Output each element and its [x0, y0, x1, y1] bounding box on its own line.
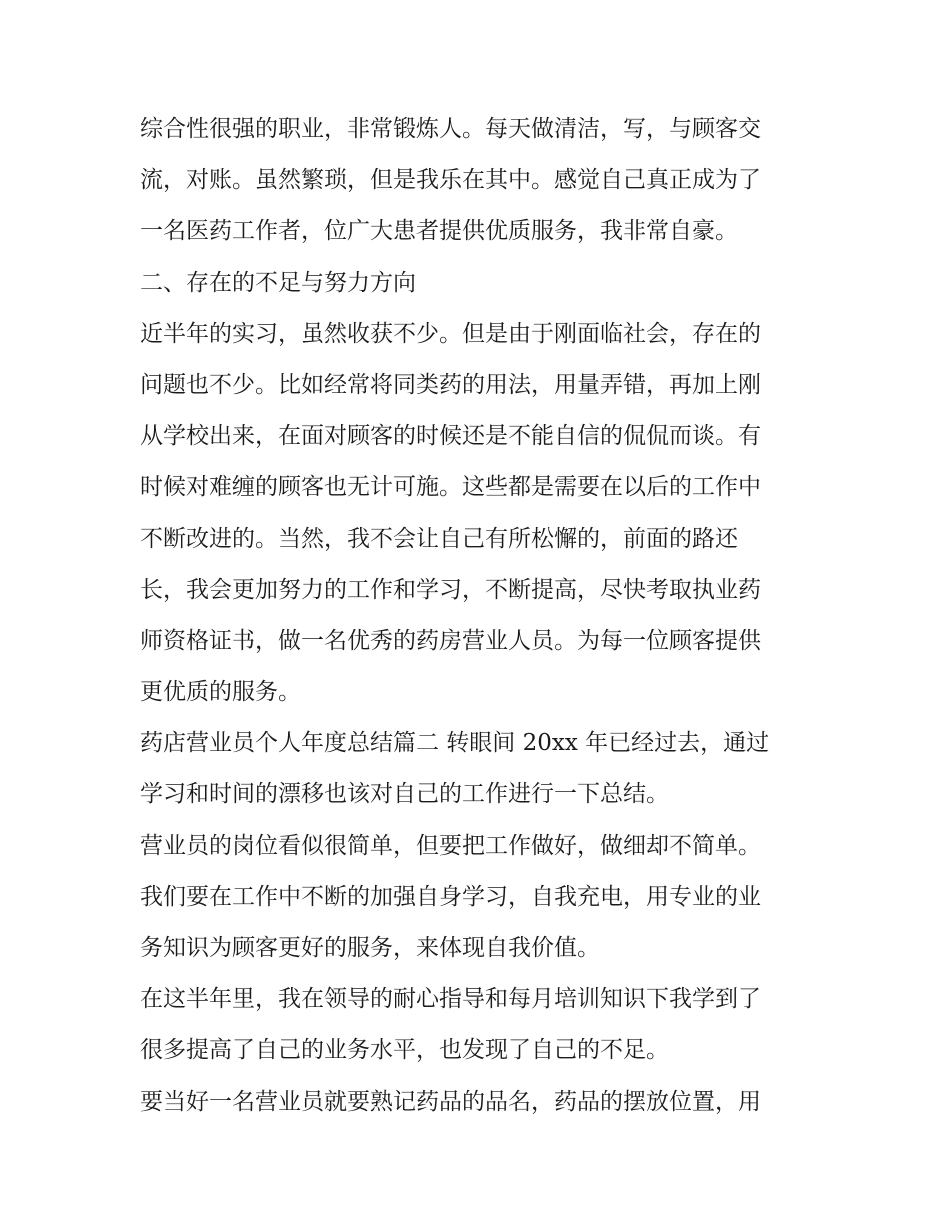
- text-line: 时候对难缠的顾客也无计可施。这些都是需要在以后的工作中: [140, 474, 761, 501]
- text-line: 务知识为顾客更好的服务，来体现自我价值。: [140, 935, 600, 961]
- text-line: 营业员的岗位看似很简单，但要把工作做好，做细却不简单。: [140, 832, 761, 859]
- text-line: 要当好一名营业员就要熟记药品的品名，药品的摆放位置，用: [140, 1088, 761, 1115]
- text-line: 很多提高了自己的业务水平，也发现了自己的不足。: [140, 1037, 669, 1064]
- text-line: 药店营业员个人年度总结篇二 转眼间 20xx 年已经过去，通过: [140, 730, 770, 757]
- text-line: 流，对账。虽然繁琐，但是我乐在其中。感觉自己真正成为了: [140, 167, 761, 194]
- text-line: 更优质的服务。: [140, 679, 301, 706]
- text-line: 综合性很强的职业，非常锻炼人。每天做清洁，写，与顾客交: [140, 116, 761, 142]
- document-body: [140, 104, 820, 1128]
- text-line: 长，我会更加努力的工作和学习，不断提高，尽快考取执业药: [140, 576, 761, 603]
- text-line: 近半年的实习，虽然收获不少。但是由于刚面临社会，存在的: [140, 320, 761, 347]
- text-line: 学习和时间的漂移也该对自己的工作进行一下总结。: [140, 781, 669, 808]
- text-line: 从学校出来，在面对顾客的时候还是不能自信的侃侃而谈。有: [140, 423, 761, 450]
- text-line: 不断改进的。当然，我不会让自己有所松懈的，前面的路还: [140, 525, 738, 552]
- text-line: 我们要在工作中不断的加强自身学习，自我充电，用专业的业: [140, 883, 761, 910]
- text-line: 问题也不少。比如经常将同类药的用法，用量弄错，再加上刚: [140, 371, 761, 398]
- text-line: 师资格证书，做一名优秀的药房营业人员。为每一位顾客提供: [140, 627, 761, 654]
- section-heading: 二、存在的不足与努力方向: [140, 269, 416, 296]
- text-line: 一名医药工作者，位广大患者提供优质服务，我非常自豪。: [140, 218, 738, 245]
- text-line: 在这半年里，我在领导的耐心指导和每月培训知识下我学到了: [140, 986, 761, 1013]
